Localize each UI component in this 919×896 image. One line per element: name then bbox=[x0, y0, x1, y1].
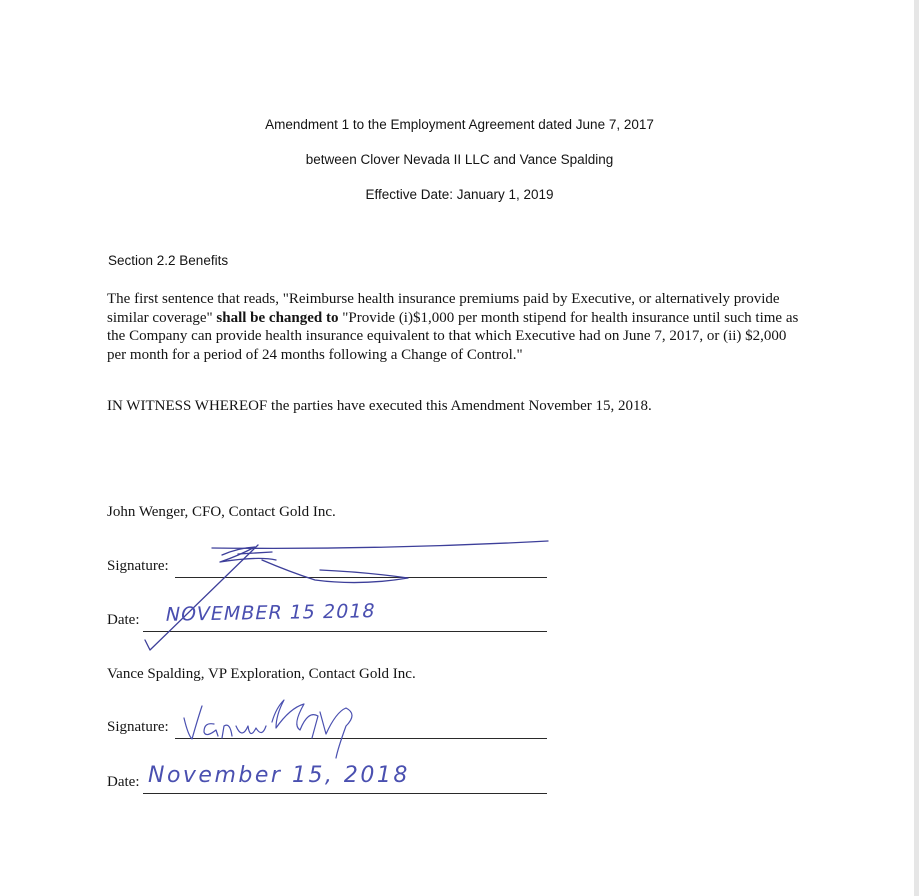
signatory-1-signature-label: Signature: bbox=[107, 558, 169, 574]
title-line-1: Amendment 1 to the Employment Agreement dated June 7, 2017 bbox=[265, 117, 654, 132]
signatory-1-handwritten-date: NOVEMBER 15 2018 bbox=[163, 600, 378, 626]
signatory-1-name: John Wenger, CFO, Contact Gold Inc. bbox=[107, 504, 336, 520]
signatory-2-handwritten-date: November 15, 2018 bbox=[148, 763, 410, 788]
paragraph-text-post: "Provide (i)$1,000 per month stipend for health insurance until such time as the Company can provide health insurance equivalent to that which Executive had on June 7, 2017, or (ii) $2,000 per month for a period of 24 months following a Change of Control." bbox=[107, 309, 799, 363]
paragraph-text-pre: The first sentence that reads, "Reimburse health insurance premiums paid by Executive, or alternatively provide similar coverage" bbox=[107, 291, 780, 326]
signatory-2-signature-label: Signature: bbox=[107, 719, 169, 735]
section-heading: Section 2.2 Benefits bbox=[108, 253, 229, 268]
signatory-2-name: Vance Spalding, VP Exploration, Contact Gold Inc. bbox=[107, 666, 416, 682]
title-line-2: between Clover Nevada II LLC and Vance Spalding bbox=[305, 152, 614, 167]
signatory-2-date-line bbox=[143, 793, 547, 794]
signatory-2-date-label: Date: bbox=[107, 774, 140, 790]
paragraph-text-bold: shall be changed to bbox=[216, 309, 339, 326]
witness-clause: IN WITNESS WHEREOF the parties have executed this Amendment November 15, 2018. bbox=[107, 398, 652, 414]
effective-date: Effective Date: January 1, 2019 bbox=[365, 187, 554, 202]
signatory-1-date-label: Date: bbox=[107, 612, 140, 628]
